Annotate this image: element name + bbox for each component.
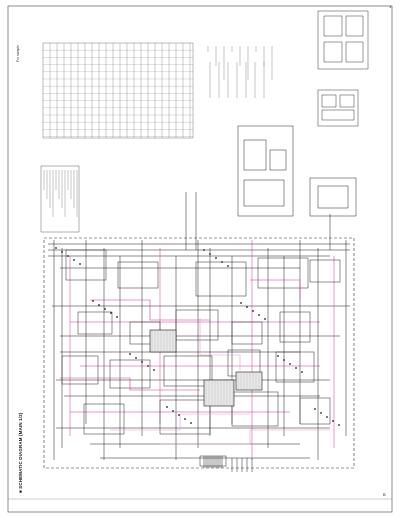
highlighted-trace (200, 318, 240, 372)
junction-dot (258, 314, 260, 316)
junction-dot (153, 369, 155, 371)
parts-table-grid (43, 43, 193, 138)
junction-dot (252, 310, 254, 312)
junction-dot (246, 306, 248, 308)
junction-dot (264, 318, 266, 320)
inset-sw-pcb (318, 11, 368, 69)
junction-dot (135, 357, 137, 359)
signal-buses (48, 244, 350, 458)
junction-dot (166, 406, 168, 408)
junction-dot (184, 418, 186, 420)
junction-dot (98, 304, 100, 306)
bottom-connector (200, 456, 252, 472)
sheet-title: ■ SCHEMATIC DIAGRAM (MAIN 1/2) (18, 412, 23, 493)
junction-dot (55, 247, 57, 249)
component-box (310, 260, 340, 282)
component-box (196, 262, 246, 296)
notes-text-lines (44, 170, 77, 217)
junction-dot (338, 424, 340, 426)
junction-dot (110, 312, 112, 314)
junction-dot (190, 422, 192, 424)
component-box (280, 312, 310, 342)
junction-dot (326, 416, 328, 418)
component-box (232, 392, 278, 426)
component-box (276, 352, 314, 382)
highlighted-trace (110, 414, 250, 430)
component-box (160, 400, 210, 434)
junction-dot (314, 408, 316, 410)
component-box (78, 312, 112, 334)
junction-dot (116, 316, 118, 318)
junction-dot (67, 255, 69, 257)
junction-dot (209, 253, 211, 255)
junction-dot (147, 365, 149, 367)
inset-led-pcb (318, 90, 358, 126)
highlighted-traces (60, 280, 330, 444)
junction-dot (73, 259, 75, 261)
junction-dot (289, 363, 291, 365)
junction-dot (320, 412, 322, 414)
component-box (176, 310, 218, 340)
component-box (232, 322, 262, 344)
junction-dots (55, 247, 340, 426)
junction-dot (178, 414, 180, 416)
sheet-top-label: For sample (16, 45, 20, 62)
junction-dot (104, 308, 106, 310)
connector-list (208, 46, 272, 98)
component-box (258, 258, 308, 288)
parts-table (43, 43, 193, 138)
highlighted-trace (250, 280, 300, 300)
junction-dot (283, 359, 285, 361)
junction-dot (172, 410, 174, 412)
junction-dot (332, 420, 334, 422)
ic-body (204, 380, 234, 406)
component-blocks (62, 250, 340, 434)
junction-dot (221, 261, 223, 263)
power-block (238, 126, 293, 216)
page-border (8, 6, 392, 512)
junction-dot (215, 257, 217, 259)
ic-body (150, 330, 176, 352)
junction-dot (61, 251, 63, 253)
page-number: 1 (389, 4, 392, 9)
component-box (300, 398, 330, 424)
junction-dot (240, 302, 242, 304)
junction-dot (79, 263, 81, 265)
junction-dot (301, 371, 303, 373)
notes-block (41, 166, 79, 232)
junction-dot (295, 367, 297, 369)
junction-dot (203, 249, 205, 251)
highlighted-trace (160, 430, 330, 444)
junction-dot (92, 300, 94, 302)
junction-dot (277, 355, 279, 357)
ic-blocks (150, 330, 262, 406)
junction-dot (141, 361, 143, 363)
junction-dot (129, 353, 131, 355)
main-board-outline (44, 238, 354, 468)
ic-body (236, 372, 262, 390)
right-block (310, 178, 356, 216)
sheet-mark: B (383, 492, 386, 497)
component-box (118, 262, 158, 288)
junction-dot (227, 265, 229, 267)
